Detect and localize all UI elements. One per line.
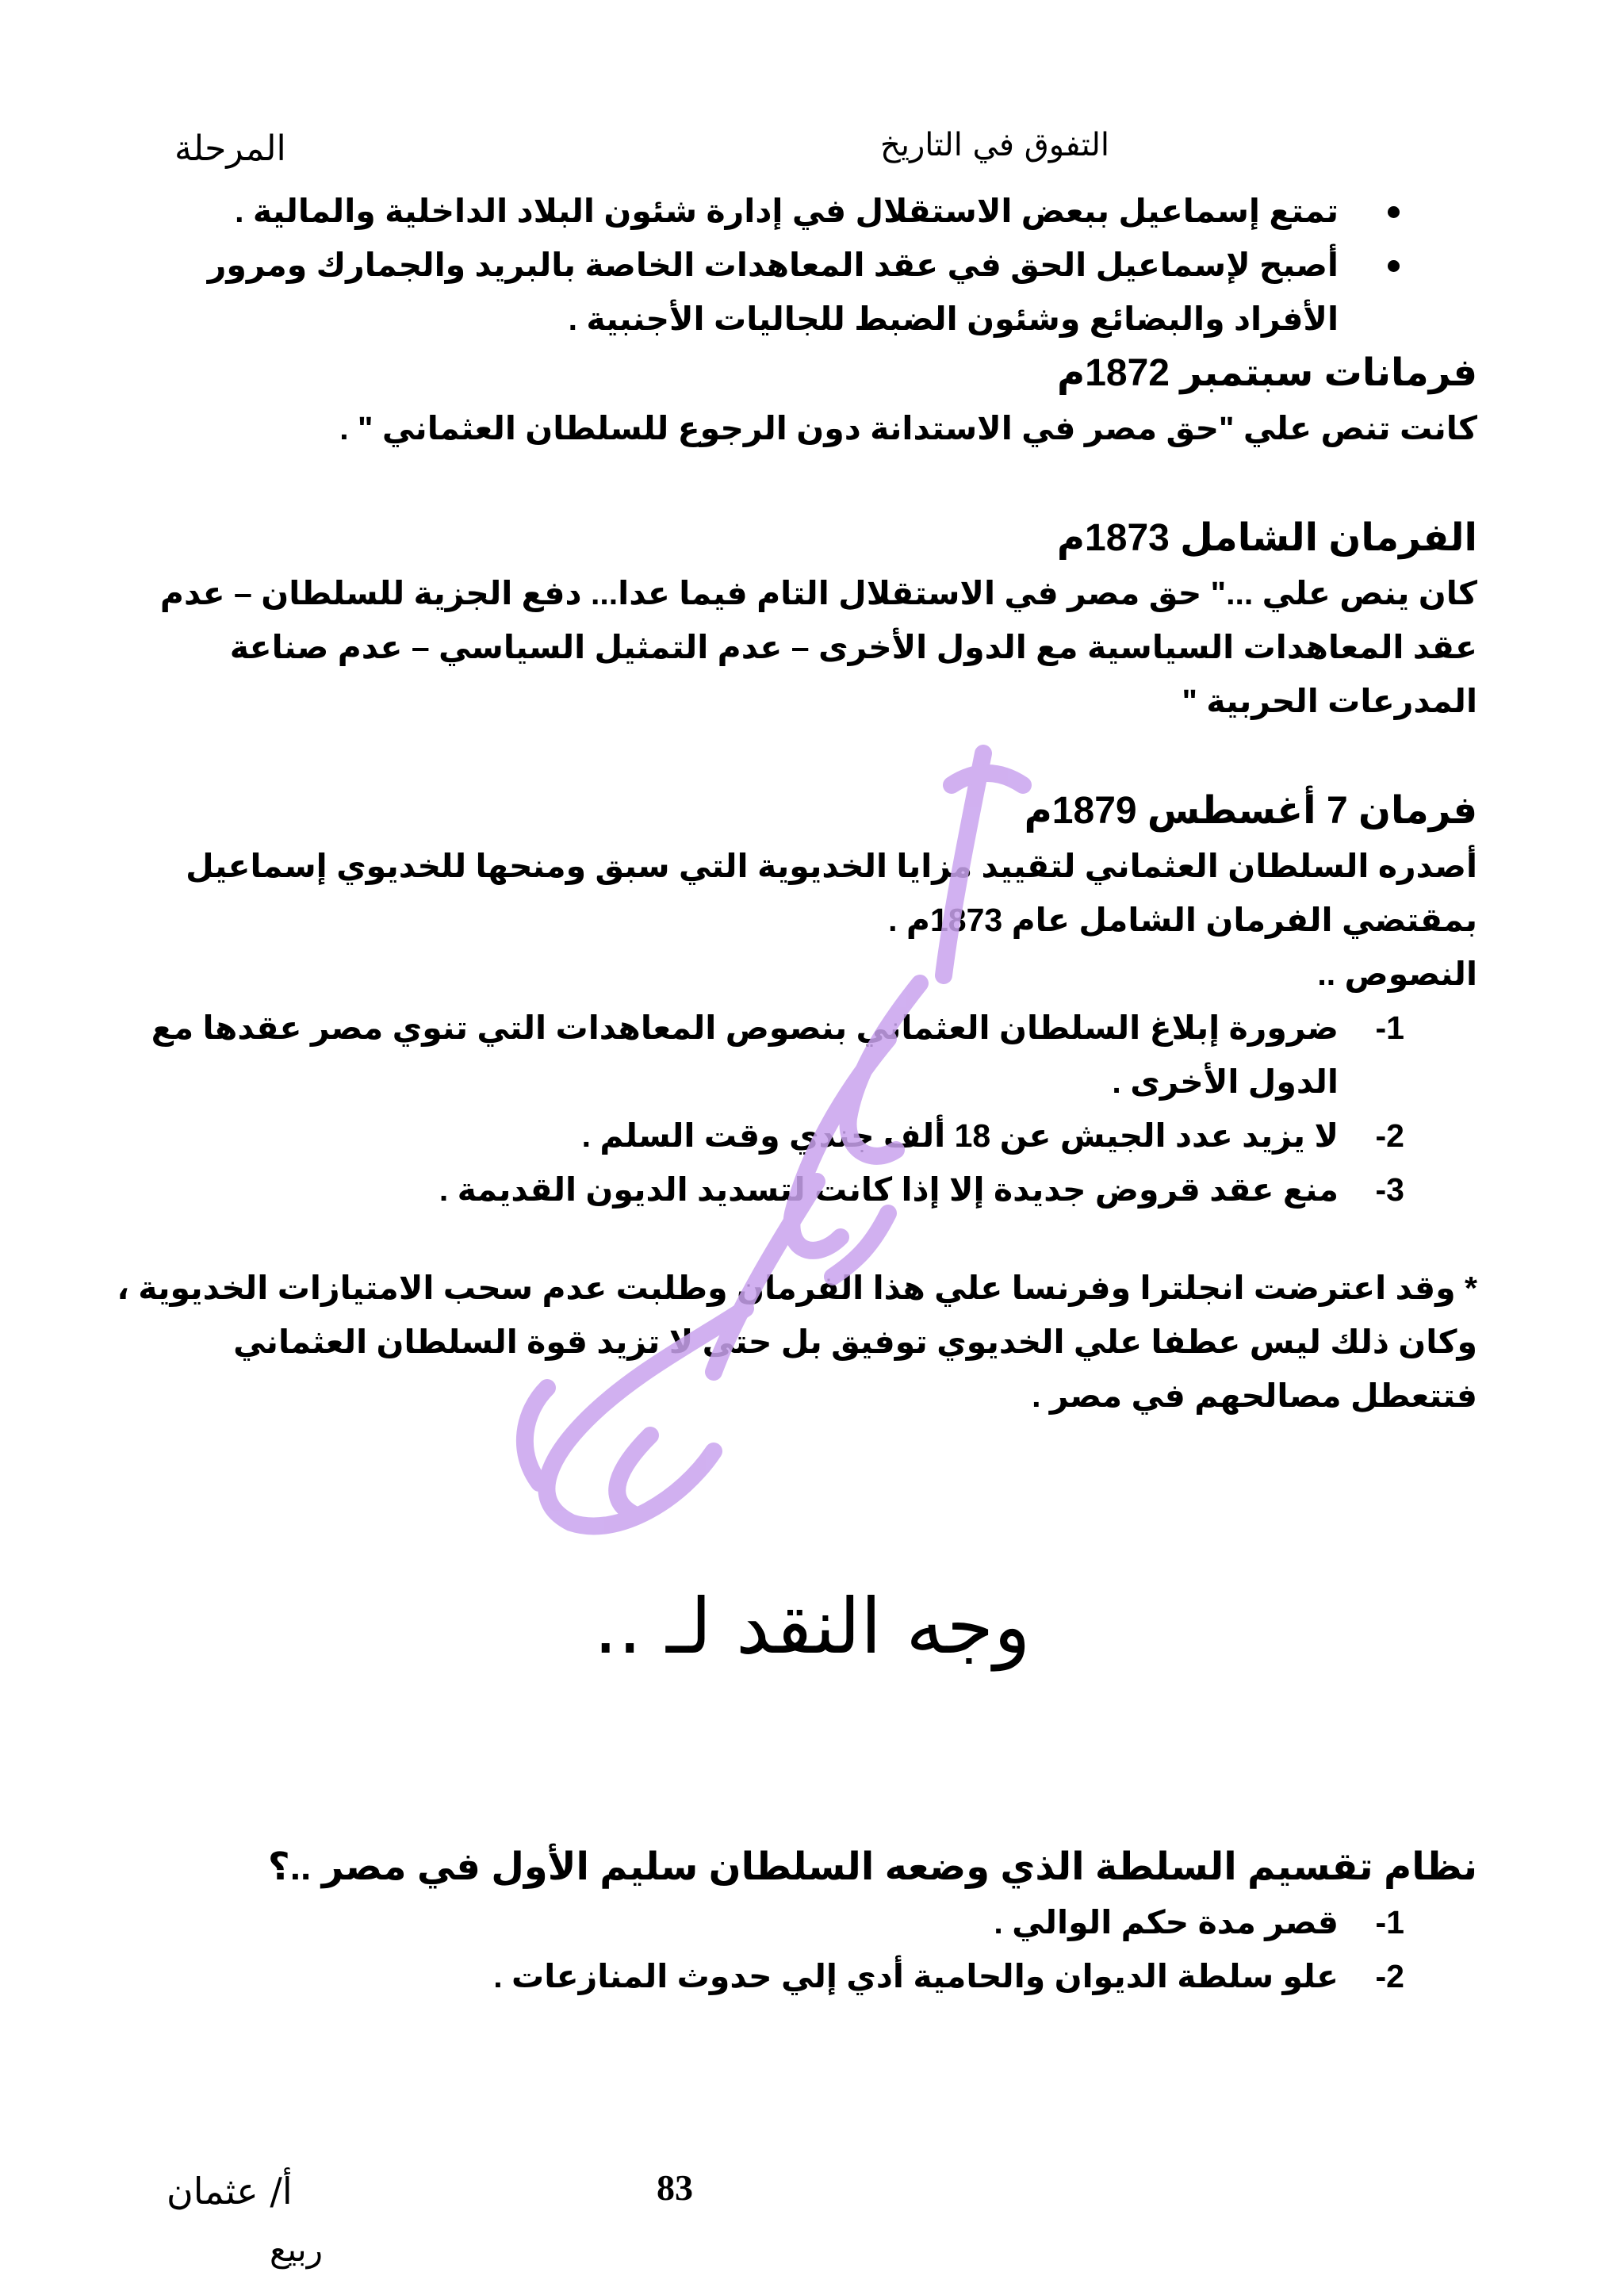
list-item: -3 منع عقد قروض جديدة إلا إذا كانت لتسديد الديون القديمة . (439, 1171, 1404, 1208)
bullet-icon (1388, 260, 1400, 272)
numbered-list (98, 1895, 1477, 2003)
question-block (98, 1840, 1477, 2003)
signature-watermark-icon (476, 738, 1078, 1546)
question-heading: نظام تقسيم السلطة الذي وضعه السلطان سليم الأول في مصر ..؟ (267, 1846, 1477, 1888)
list-item: تمتع إسماعيل ببعض الاستقلال في إدارة شئون البلاد الداخلية والمالية . (98, 184, 1477, 238)
list-item: -1 ضرورة إبلاغ السلطان العثماني بنصوص المعاهدات التي تنوي مصر عقدها مع الدول الأخرى . (151, 1010, 1404, 1100)
note-paragraph: * وقد اعترضت انجلترا وفرنسا علي هذا الفرمان وطلبت عدم سحب الامتيازات الخديوية ، وكان ذلك ليس عطفا علي الخديوي توفيق بل حتى لا تزيد قوة السلطان العثماني فتتعطل مصالحهم في مصر . (117, 1270, 1477, 1414)
bullet-list (98, 184, 1477, 346)
list-item: -2 لا يزيد عدد الجيش عن 18 ألف جندي وقت السلم . (581, 1117, 1404, 1154)
section-text: كانت تنص علي "حق مصر في الاستدانة دون الرجوع للسلطان العثماني " . (339, 410, 1477, 446)
footer-author-line2: ربيع (270, 2230, 323, 2269)
section-subheading: النصوص .. (1317, 956, 1477, 992)
section-text: أصدره السلطان العثماني لتقييد مزايا الخديوية التي سبق ومنحها للخديوي إسماعيل بمقتضي الفرمان الشامل عام 1873م . (186, 848, 1477, 938)
bullet-icon (1388, 206, 1400, 218)
big-title: وجه النقد لـ .. (593, 1582, 1031, 1671)
header-stage: المرحلة (174, 128, 286, 169)
header-subject: التفوق في التاريخ (880, 127, 1110, 163)
list-item: أصبح لإسماعيل الحق في عقد المعاهدات الخاصة بالبريد والجمارك ومرور الأفراد والبضائع وشئون الضبط للجاليات الأجنبية . (98, 238, 1477, 346)
page-number: 83 (657, 2167, 693, 2208)
section-heading: فرمانات سبتمبر 1872م (1057, 352, 1477, 394)
list-item: -2 علو سلطة الديوان والحامية أدي إلي حدوث المنازعات . (493, 1958, 1404, 1994)
section-text: كان ينص علي ..." حق مصر في الاستقلال التام فيما عدا... دفع الجزية للسلطان – عدم عقد المعاهدات السياسية مع الدول الأخرى – عدم التمثيل السياسي – عدم صناعة المدرعات الحربية " (159, 575, 1477, 719)
section-heading: الفرمان الشامل 1873م (1056, 517, 1477, 559)
section-heading: فرمان 7 أغسطس 1879م (1024, 790, 1477, 832)
footer-author: أ/ عثمان (167, 2170, 293, 2213)
list-item: -1 قصر مدة حكم الوالي . (994, 1904, 1404, 1941)
